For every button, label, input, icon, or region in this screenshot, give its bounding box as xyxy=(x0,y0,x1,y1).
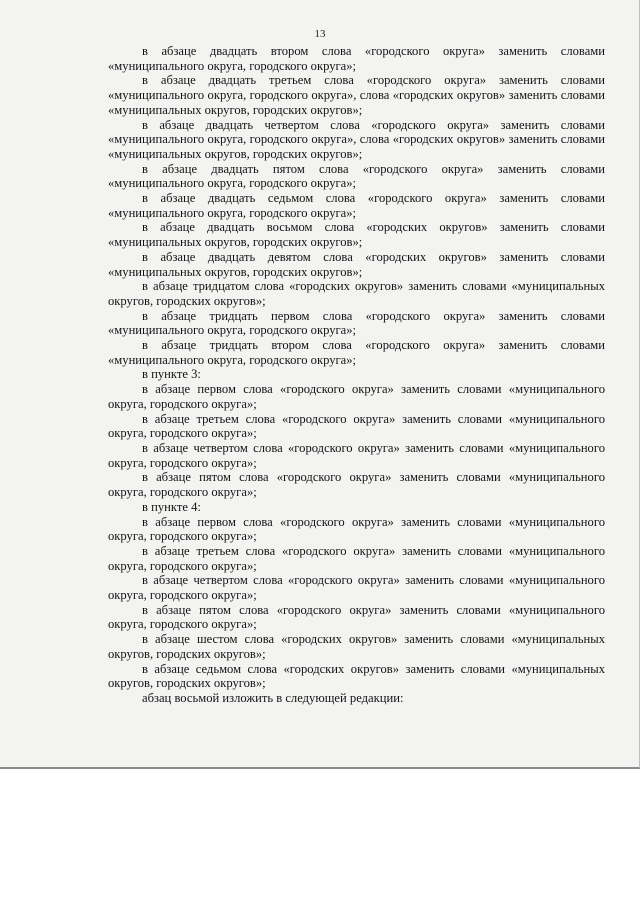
paragraph-14: в абзаце четвертом слова «городского округа» заменить словами «муниципального округа, городского округа»; xyxy=(108,440,605,470)
paragraph-23: абзац восьмой изложить в следующей редакции: xyxy=(142,690,404,705)
paragraph-2: в абзаце двадцать третьем слова «городского округа» заменить словами «муниципального округа, городского округа», слова «городских округов» заменить словами «муниципальных округов, городских округов»; xyxy=(108,73,605,117)
paragraph-11: в пункте 3: xyxy=(142,367,201,382)
paragraph-7: в абзаце двадцать девятом слова «городских округов» заменить словами «муниципальных округов, городских округов»; xyxy=(108,249,605,279)
paragraph-8: в абзаце тридцатом слова «городских округов» заменить словами «муниципальных округов, городских округов»; xyxy=(108,279,605,308)
document-text xyxy=(108,44,605,706)
paragraph-20: в абзаце пятом слова «городского округа» заменить словами «муниципального округа, городского округа»; xyxy=(108,602,605,632)
paragraph-18: в абзаце третьем слова «городского округа» заменить словами «муниципального округа, городского округа»; xyxy=(108,543,605,573)
paragraph-1: в абзаце двадцать втором слова «городского округа» заменить словами «муниципального округа, городского округа»; xyxy=(108,44,605,73)
paragraph-19: в абзаце четвертом слова «городского округа» заменить словами «муниципального округа, городского округа»; xyxy=(108,573,605,603)
paragraph-22: в абзаце седьмом слова «городских округов» заменить словами «муниципальных округов, городских округов»; xyxy=(108,661,605,691)
paragraph-15: в абзаце пятом слова «городского округа» заменить словами «муниципального округа, городского округа»; xyxy=(108,470,605,500)
paragraph-21: в абзаце шестом слова «городских округов» заменить словами «муниципальных округов, городских округов»; xyxy=(108,632,605,661)
paragraph-5: в абзаце двадцать седьмом слова «городского округа» заменить словами «муниципального округа, городского округа»; xyxy=(108,191,605,220)
paragraph-17: в абзаце первом слова «городского округа» заменить словами «муниципального округа, городского округа»; xyxy=(108,514,605,544)
paragraph-3: в абзаце двадцать четвертом слова «городского округа» заменить словами «муниципального округа, городского округа», слова «городских округов» заменить словами «муниципальных округов, городских округов»; xyxy=(108,117,605,161)
page-number: 13 xyxy=(314,28,326,40)
paragraph-13: в абзаце третьем слова «городского округа» заменить словами «муниципального округа, городского округа»; xyxy=(108,411,605,441)
paragraph-6: в абзаце двадцать восьмом слова «городских округов» заменить словами «муниципальных округов, городских округов»; xyxy=(108,220,605,250)
paragraph-12: в абзаце первом слова «городского округа» заменить словами «муниципального округа, городского округа»; xyxy=(108,382,605,411)
paragraph-10: в абзаце тридцать втором слова «городского округа» заменить словами «муниципального округа, городского округа»; xyxy=(108,338,605,367)
paragraph-4: в абзаце двадцать пятом слова «городского округа» заменить словами «муниципального округа, городского округа»; xyxy=(108,161,605,191)
paragraph-16: в пункте 4: xyxy=(142,499,201,514)
paragraph-9: в абзаце тридцать первом слова «городского округа» заменить словами «муниципального округа, городского округа»; xyxy=(108,308,605,338)
